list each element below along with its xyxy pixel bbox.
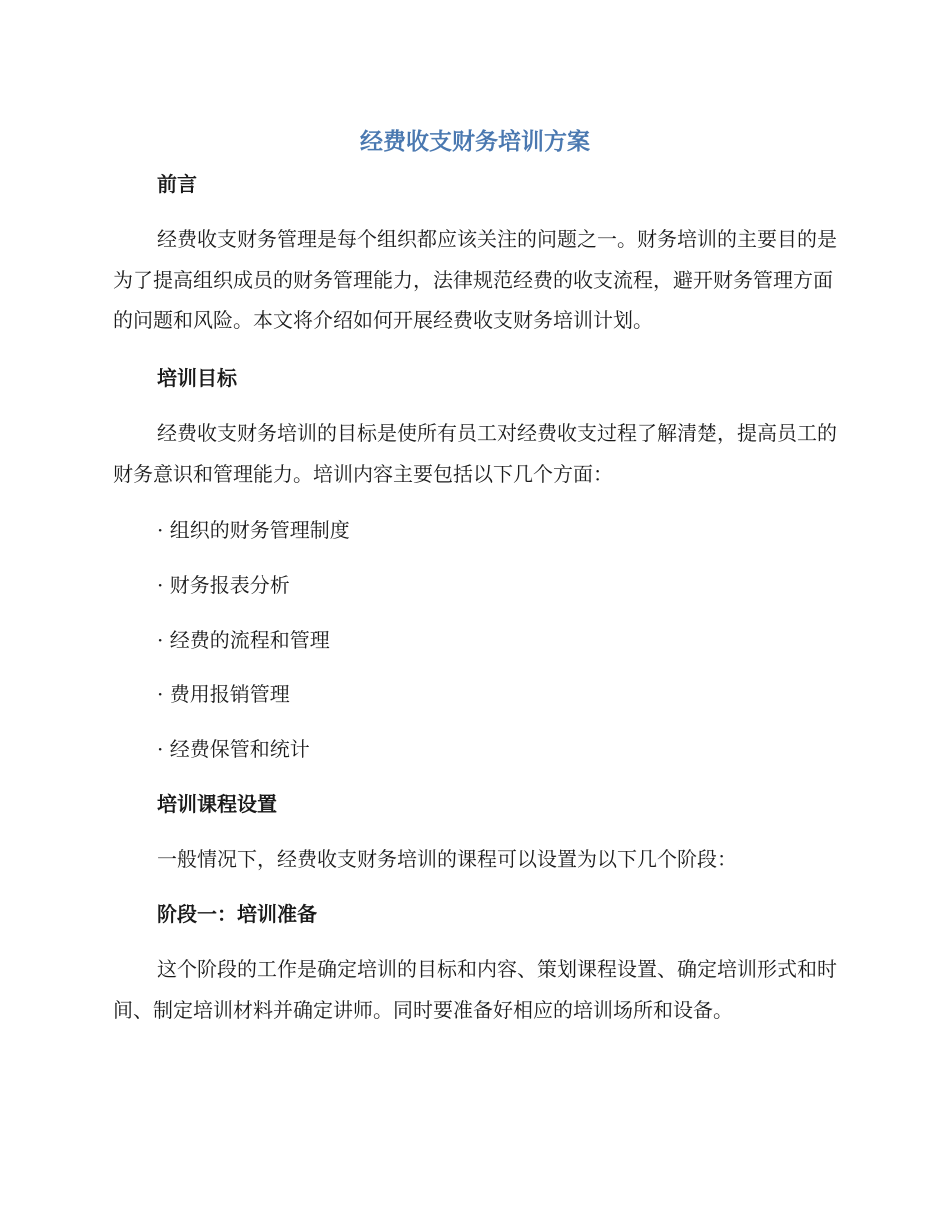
list-item: · 经费保管和统计 [157, 737, 310, 761]
list-item: · 组织的财务管理制度 [157, 518, 350, 542]
heading-course-setup: 培训课程设置 [157, 792, 277, 816]
heading-training-goals: 培训目标 [157, 366, 237, 390]
list-item: · 财务报表分析 [157, 573, 290, 597]
paragraph-preface: 经费收支财务管理是每个组织都应该关注的问题之一。财务培训的主要目的是为了提高组织成员的财务管理能力，法律规范经费的收支流程，避开财务管理方面的问题和风险。本文将介绍如何开展经费收支财务培训计划。 [113, 227, 837, 332]
paragraph-training-goals: 经费收支财务培训的目标是使所有员工对经费收支过程了解清楚，提高员工的财务意识和管理能力。培训内容主要包括以下几个方面： [113, 421, 837, 486]
document-title: 经费收支财务培训方案 [360, 129, 590, 155]
paragraph-course-setup: 一般情况下，经费收支财务培训的课程可以设置为以下几个阶段： [157, 847, 737, 871]
list-item: · 费用报销管理 [157, 682, 290, 706]
paragraph-stage-one: 这个阶段的工作是确定培训的目标和内容、策划课程设置、确定培训形式和时间、制定培训材料并确定讲师。同时要准备好相应的培训场所和设备。 [113, 957, 837, 1022]
list-item: · 经费的流程和管理 [157, 628, 330, 652]
heading-preface: 前言 [157, 172, 197, 196]
heading-stage-one: 阶段一：培训准备 [157, 902, 317, 926]
